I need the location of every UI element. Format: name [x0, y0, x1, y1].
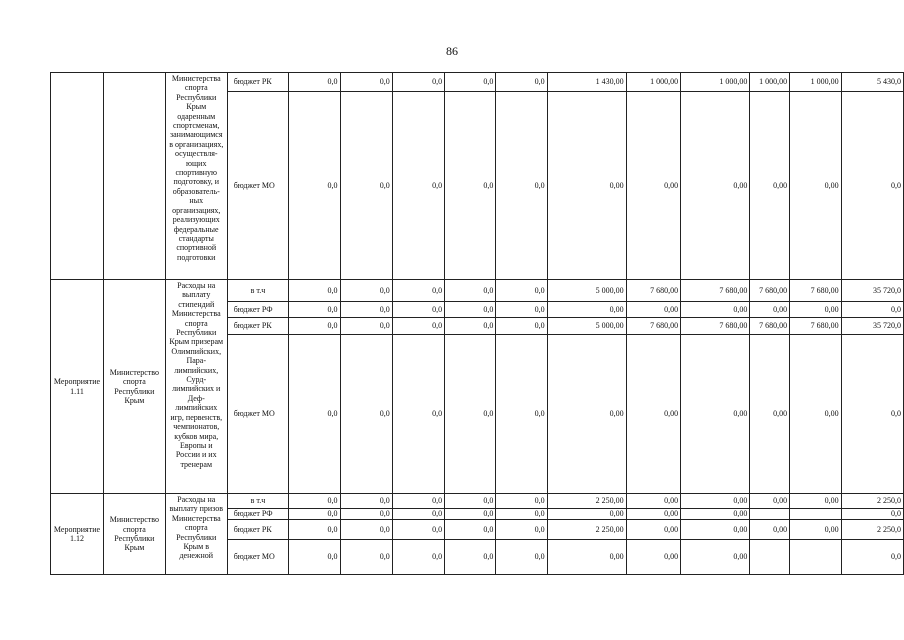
value-cell: 0,0: [289, 520, 340, 540]
value-cell: 2 250,00: [547, 520, 626, 540]
value-cell: 0,0: [289, 318, 340, 335]
table-row: [51, 494, 904, 509]
value-cell: 0,0: [445, 494, 496, 509]
value-cell: 0,00: [790, 302, 842, 318]
value-cell: 7 680,00: [681, 318, 750, 335]
description-cell: Министерства спорта Республики Крым одаренным спортсменам, занимающимся в организациях, осуществля-ющих спортивную подготовку, и образователь-ных организациях, реализующих федеральные стандарты спортивной подготовки: [165, 73, 227, 280]
value-cell: 0,0: [496, 335, 547, 494]
funding-source-cell: в т.ч: [227, 494, 289, 509]
value-cell: 0,0: [496, 92, 547, 280]
value-cell: 0,0: [392, 509, 444, 520]
value-cell: 35 720,0: [841, 280, 903, 302]
value-cell: 0,0: [340, 494, 392, 509]
value-cell: 1 000,00: [681, 73, 750, 92]
value-cell: 0,0: [496, 280, 547, 302]
value-cell: 0,0: [445, 335, 496, 494]
value-cell: 0,0: [340, 318, 392, 335]
value-cell: 0,00: [750, 494, 790, 509]
value-cell: 0,0: [392, 335, 444, 494]
value-cell: 35 720,0: [841, 318, 903, 335]
value-cell: 0,00: [681, 92, 750, 280]
value-cell: 0,0: [289, 335, 340, 494]
value-cell: 0,0: [496, 302, 547, 318]
value-cell: 0,0: [340, 302, 392, 318]
value-cell: 0,0: [841, 302, 903, 318]
value-cell: 0,0: [340, 73, 392, 92]
funding-source-cell: бюджет РК: [227, 73, 289, 92]
value-cell: 1 000,00: [750, 73, 790, 92]
table-row: [51, 280, 904, 302]
funding-source-cell: бюджет РК: [227, 520, 289, 540]
value-cell: 0,0: [289, 509, 340, 520]
value-cell: 5 430,0: [841, 73, 903, 92]
value-cell: 0,0: [392, 92, 444, 280]
value-cell: 0,00: [626, 494, 680, 509]
value-cell: 0,00: [626, 92, 680, 280]
value-cell: 7 680,00: [681, 280, 750, 302]
value-cell: 0,00: [681, 494, 750, 509]
value-cell: 0,00: [681, 520, 750, 540]
value-cell: 0,00: [626, 302, 680, 318]
page-number: 86: [446, 44, 458, 58]
value-cell: [750, 540, 790, 575]
value-cell: 0,0: [392, 318, 444, 335]
value-cell: 0,00: [547, 509, 626, 520]
value-cell: 0,00: [547, 302, 626, 318]
value-cell: 0,00: [790, 494, 842, 509]
value-cell: 0,0: [340, 280, 392, 302]
value-cell: 0,0: [445, 280, 496, 302]
funding-source-cell: бюджет МО: [227, 335, 289, 494]
value-cell: 0,0: [392, 73, 444, 92]
value-cell: 0,0: [445, 509, 496, 520]
value-cell: 0,0: [841, 335, 903, 494]
funding-source-cell: бюджет РФ: [227, 509, 289, 520]
value-cell: 0,0: [289, 73, 340, 92]
description-cell: Расходы на выплату призов Министерства спорта Республики Крым в денежной: [165, 494, 227, 575]
value-cell: 0,0: [392, 540, 444, 575]
value-cell: 7 680,00: [626, 318, 680, 335]
table-row: [51, 73, 904, 92]
description-cell: Расходы на выплату стипендий Министерства спорта Республики Крым призерам Олимпийских, Пара-лимпийских, Сурд-лимпийских и Деф-лимпийских игр, первенств, чемпионатов, кубков мира, Европы и России и их тренерам: [165, 280, 227, 494]
executor-cell: Министерство спорта Республики Крым: [103, 494, 165, 575]
value-cell: 5 000,00: [547, 280, 626, 302]
funding-source-cell: в т.ч: [227, 280, 289, 302]
value-cell: 0,0: [841, 540, 903, 575]
value-cell: 0,00: [547, 540, 626, 575]
value-cell: 0,0: [496, 540, 547, 575]
executor-cell: Министерство спорта Республики Крым: [103, 280, 165, 494]
value-cell: 2 250,00: [547, 494, 626, 509]
value-cell: 0,00: [681, 335, 750, 494]
measure-cell: Мероприятие 1.12: [51, 494, 104, 575]
value-cell: 0,0: [392, 280, 444, 302]
value-cell: [790, 509, 842, 520]
value-cell: 0,00: [790, 335, 842, 494]
value-cell: 7 680,00: [790, 318, 842, 335]
value-cell: 0,00: [750, 92, 790, 280]
value-cell: 0,00: [626, 540, 680, 575]
value-cell: [750, 509, 790, 520]
value-cell: 0,0: [340, 509, 392, 520]
value-cell: 0,00: [750, 520, 790, 540]
value-cell: 7 680,00: [626, 280, 680, 302]
value-cell: 0,0: [445, 302, 496, 318]
value-cell: 0,0: [496, 509, 547, 520]
value-cell: 1 430,00: [547, 73, 626, 92]
value-cell: [790, 540, 842, 575]
value-cell: 0,0: [841, 509, 903, 520]
value-cell: 0,00: [547, 92, 626, 280]
value-cell: 0,0: [496, 318, 547, 335]
value-cell: 0,00: [750, 302, 790, 318]
value-cell: 0,00: [750, 335, 790, 494]
funding-source-cell: бюджет МО: [227, 92, 289, 280]
measure-cell: [51, 73, 104, 280]
value-cell: 0,0: [340, 92, 392, 280]
value-cell: 0,0: [445, 318, 496, 335]
value-cell: 0,00: [626, 520, 680, 540]
value-cell: 0,0: [445, 73, 496, 92]
value-cell: 0,0: [289, 494, 340, 509]
value-cell: 1 000,00: [626, 73, 680, 92]
value-cell: 0,0: [289, 540, 340, 575]
value-cell: 2 250,0: [841, 494, 903, 509]
value-cell: 7 680,00: [790, 280, 842, 302]
value-cell: 0,00: [681, 302, 750, 318]
funding-source-cell: бюджет МО: [227, 540, 289, 575]
funding-source-cell: бюджет РФ: [227, 302, 289, 318]
funding-source-cell: бюджет РК: [227, 318, 289, 335]
value-cell: 0,00: [681, 540, 750, 575]
executor-cell: [103, 73, 165, 280]
value-cell: 0,0: [392, 520, 444, 540]
value-cell: 0,00: [681, 509, 750, 520]
value-cell: 1 000,00: [790, 73, 842, 92]
value-cell: 0,0: [496, 494, 547, 509]
value-cell: 0,0: [392, 494, 444, 509]
value-cell: 0,00: [626, 509, 680, 520]
value-cell: 0,00: [547, 335, 626, 494]
measure-cell: Мероприятие 1.11: [51, 280, 104, 494]
value-cell: 0,0: [392, 302, 444, 318]
value-cell: 0,0: [445, 540, 496, 575]
value-cell: 0,0: [841, 92, 903, 280]
value-cell: 0,0: [289, 92, 340, 280]
value-cell: 0,0: [289, 280, 340, 302]
value-cell: 0,00: [790, 92, 842, 280]
value-cell: 0,0: [289, 302, 340, 318]
value-cell: 5 000,00: [547, 318, 626, 335]
value-cell: 7 680,00: [750, 318, 790, 335]
value-cell: 7 680,00: [750, 280, 790, 302]
budget-table: [50, 72, 904, 575]
value-cell: 0,0: [445, 92, 496, 280]
value-cell: 2 250,0: [841, 520, 903, 540]
value-cell: 0,0: [340, 335, 392, 494]
value-cell: 0,0: [496, 520, 547, 540]
value-cell: 0,0: [496, 73, 547, 92]
value-cell: 0,00: [626, 335, 680, 494]
value-cell: 0,00: [790, 520, 842, 540]
value-cell: 0,0: [340, 540, 392, 575]
value-cell: 0,0: [445, 520, 496, 540]
value-cell: 0,0: [340, 520, 392, 540]
